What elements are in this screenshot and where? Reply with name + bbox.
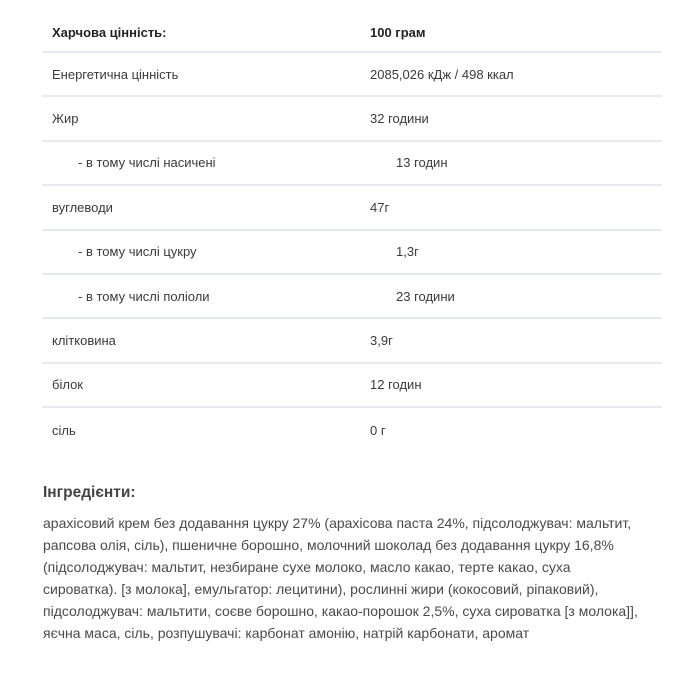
nutrition-value: 13 годин	[396, 155, 448, 171]
nutrition-header-value: 100 грам	[370, 25, 426, 40]
ingredients-text: арахісовий крем без додавання цукру 27% (арахісова паста 24%, підсолоджувач: мальтит, рапсова олія, сіль), пшеничне борошно, молочний шоколад без додавання цукру 16,8% (підсолоджувач: мальтит, незбиране сухе молоко, масло какао, терте какао, суха сироватка). [з молока], емульгатор: лецитини), рослинні жири (кокосовий, ріпаковий), підсолоджувач: мальтити, соєве борошно, какао-порошок 2,5%, суха сироватка [з молока]], яєчна маса, сіль, розпушувачі: карбонат амонію, натрій карбонати, аромат	[43, 515, 638, 641]
nutrition-row-carbohydrates	[42, 186, 662, 230]
nutrition-row-fiber	[42, 319, 662, 363]
nutrition-label: білок	[52, 377, 83, 393]
nutrition-label: - в тому числі поліоли	[78, 288, 210, 304]
nutrition-label: вуглеводи	[52, 199, 113, 215]
nutrition-header-row	[42, 14, 662, 53]
nutrition-value: 2085,026 кДж / 498 ккал	[370, 66, 514, 82]
nutrition-value: 12 годин	[370, 377, 422, 393]
nutrition-table	[42, 14, 662, 453]
nutrition-row-polyols	[42, 275, 662, 319]
ingredients-section	[43, 484, 663, 644]
nutrition-value: 47г	[370, 199, 390, 215]
nutrition-label: - в тому числі насичені	[78, 155, 216, 171]
nutrition-label: клітковина	[52, 333, 116, 349]
nutrition-header-label: Харчова цінність:	[52, 25, 167, 40]
nutrition-label: Жир	[52, 111, 79, 127]
nutrition-value: 0 г	[370, 422, 386, 438]
ingredients-title: Інгредієнти:	[43, 484, 136, 501]
nutrition-label: - в тому числі цукру	[78, 244, 197, 260]
nutrition-label: сіль	[52, 422, 76, 438]
nutrition-value: 1,3г	[396, 244, 419, 260]
nutrition-value: 32 години	[370, 111, 429, 127]
nutrition-row-fat	[42, 97, 662, 141]
nutrition-label: Енергетична цінність	[52, 66, 179, 82]
nutrition-row-salt	[42, 408, 662, 452]
nutrition-row-energy	[42, 53, 662, 97]
nutrition-row-saturated	[42, 142, 662, 186]
nutrition-row-protein	[42, 364, 662, 408]
nutrition-row-sugar	[42, 231, 662, 275]
nutrition-value: 3,9г	[370, 333, 393, 349]
nutrition-value: 23 години	[396, 288, 455, 304]
